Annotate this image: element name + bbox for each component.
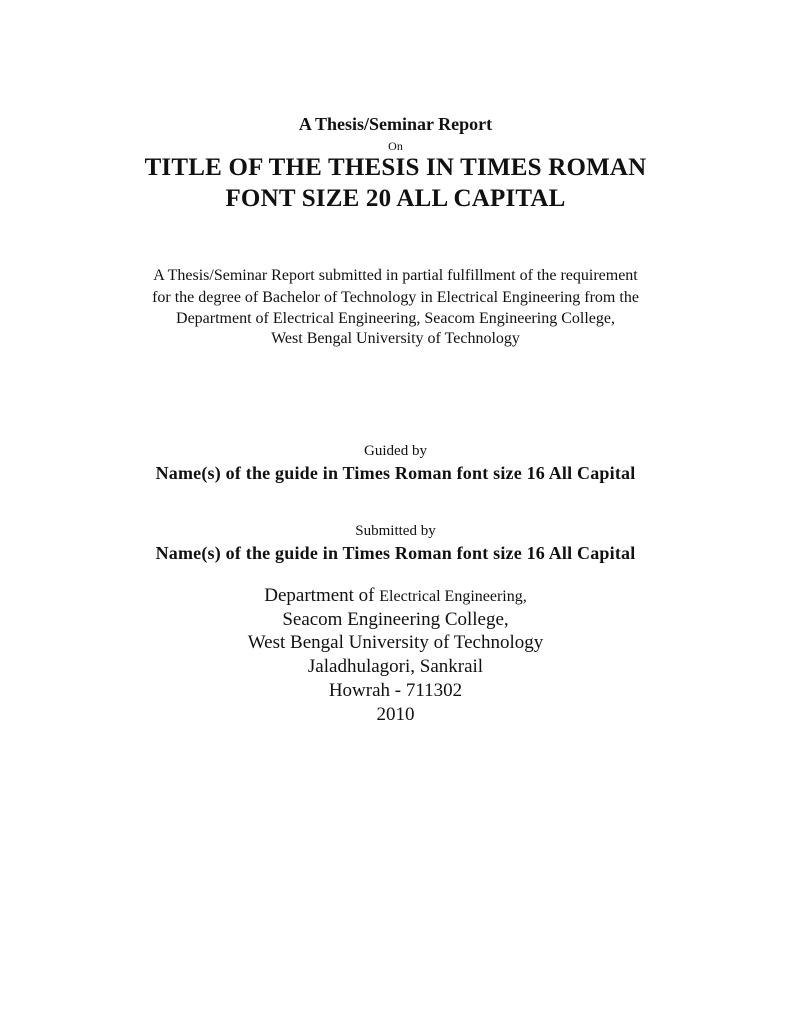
address-city: Howrah - 711302 xyxy=(328,680,463,701)
report-type-heading: A Thesis/Seminar Report xyxy=(298,114,493,134)
address-department-name: Electrical Engineering, xyxy=(379,588,527,605)
submitted-by-label: Submitted by xyxy=(355,523,436,539)
guided-by-label: Guided by xyxy=(364,443,427,459)
on-label: On xyxy=(388,139,403,153)
address-department xyxy=(0,585,791,607)
thesis-title-line-1: TITLE OF THE THESIS IN TIMES ROMAN xyxy=(144,154,647,181)
purpose-statement-line-3: Department of Electrical Engineering, Seacom Engineering College, xyxy=(176,310,615,327)
address-college: Seacom Engineering College, xyxy=(282,609,509,630)
address-university: West Bengal University of Technology xyxy=(247,632,544,653)
address-department-prefix: Department of xyxy=(264,585,380,606)
address-locality: Jaladhulagori, Sankrail xyxy=(307,656,484,677)
thesis-title-line-2: FONT SIZE 20 ALL CAPITAL xyxy=(225,185,566,212)
purpose-statement-line-1: A Thesis/Seminar Report submitted in partial fulfillment of the requirement xyxy=(153,267,638,284)
purpose-statement-line-4: West Bengal University of Technology xyxy=(271,330,520,347)
guide-name: Name(s) of the guide in Times Roman font size 16 All Capital xyxy=(155,463,636,483)
submitter-name: Name(s) of the guide in Times Roman font size 16 All Capital xyxy=(155,543,636,563)
purpose-statement-line-2: for the degree of Bachelor of Technology in Electrical Engineering from the xyxy=(152,289,639,306)
address-year: 2010 xyxy=(376,704,415,725)
